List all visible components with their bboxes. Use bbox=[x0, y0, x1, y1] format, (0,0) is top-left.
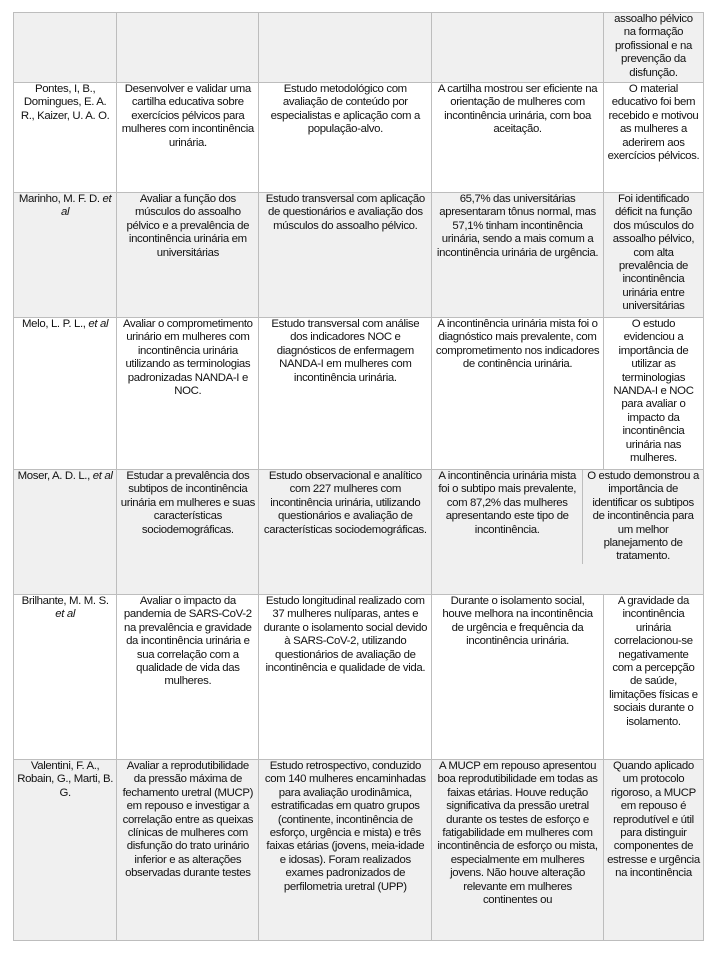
author-etal: et al bbox=[61, 193, 112, 219]
method-cell: Estudo observacional e analítico com 227 mulheres com incontinência urinária, utilizando questionários e avaliação de características sociodemográficas. bbox=[259, 470, 432, 595]
objective-cell: Avaliar o comprometimento urinário em mulheres com incontinência urinária utilizando as terminologias padronizadas NANDA-I e NOC. bbox=[117, 318, 259, 470]
method-cell: Estudo retrospectivo, conduzido com 140 mulheres encaminhadas para avaliação urodinâmica, estratificadas em quatro grupos (continente, incontinência de esforço, urgência e mista) e três faixas etárias (jovens, meia-idade e idosas). Foram realizados exames padronizados de perfilometria uretral (UPP) bbox=[259, 760, 432, 941]
results-cell: A cartilha mostrou ser eficiente na orientação de mulheres com incontinência urinária, com boa aceitação. bbox=[432, 83, 604, 193]
author-cell bbox=[14, 595, 117, 760]
table-row bbox=[14, 470, 704, 595]
objective-cell: Avaliar a reprodutibilidade da pressão máxima de fechamento uretral (MUCP) em repouso e investigar a correlação entre as queixas clínicas de mulheres com disfunção do trato urinário inferior e as alterações observadas durante testes bbox=[117, 760, 259, 941]
conclusion-cell: O material educativo foi bem recebido e motivou as mulheres a aderirem aos exercícios pélvicos. bbox=[603, 83, 703, 193]
results-cell: A MUCP em repouso apresentou boa reprodutibilidade em todas as faixas etárias. Houve redução significativa da pressão uretral durante os testes de esforço e fatigabilidade em mulheres com incontinência de esforço ou mista, especialmente em mulheres jovens. Não houve alteração relevante em mulheres continentes ou bbox=[432, 760, 604, 941]
author-cell bbox=[14, 318, 117, 470]
author-cell bbox=[14, 13, 117, 83]
conclusion-cell: Quando aplicado um protocolo rigoroso, a MUCP em repouso é reprodutível e útil para distinguir componentes de estresse e urgência na incontinência bbox=[603, 760, 703, 941]
author-etal: et al bbox=[88, 318, 109, 330]
author-names: Marinho, M. F. D. bbox=[18, 193, 100, 205]
author-names: Melo, L. P. L., bbox=[22, 318, 86, 330]
table-row bbox=[14, 760, 704, 941]
author-cell: Pontes, I, B., Domingues, E. A. R., Kaizer, U. A. O. bbox=[14, 83, 117, 193]
author-etal: et al bbox=[92, 470, 113, 482]
method-cell: Estudo metodológico com avaliação de conteúdo por especialistas e aplicação com a população-alvo. bbox=[259, 83, 432, 193]
table-row bbox=[14, 595, 704, 760]
table-row bbox=[14, 83, 704, 193]
method-cell: Estudo transversal com análise dos indicadores NOC e diagnósticos de enfermagem NANDA-I em mulheres com incontinência urinária. bbox=[259, 318, 432, 470]
literature-review-table bbox=[13, 12, 704, 941]
author-cell bbox=[14, 470, 117, 595]
conclusion-cell: O estudo evidenciou a importância de utilizar as terminologias NANDA-I e NOC para avaliar o impacto da incontinência urinária nas mulheres. bbox=[603, 318, 703, 470]
results-conclusion-split-cell bbox=[432, 470, 704, 595]
table-row bbox=[14, 193, 704, 318]
method-cell: Estudo transversal com aplicação de questionários e avaliação dos músculos do assoalho pélvico. bbox=[259, 193, 432, 318]
objective-cell: Estudar a prevalência dos subtipos de incontinência urinária em mulheres e suas características sociodemográficas. bbox=[117, 470, 259, 595]
author-cell bbox=[14, 193, 117, 318]
author-cell: Valentini, F. A., Robain, G., Marti, B. G. bbox=[14, 760, 117, 941]
objective-cell: Avaliar a função dos músculos do assoalho pélvico e a prevalência de incontinência urinária em universitárias bbox=[117, 193, 259, 318]
conclusion-cell: O estudo demonstrou a importância de identificar os subtipos de incontinência para um melhor planejamento de tratamento. bbox=[587, 470, 699, 563]
results-cell: A incontinência urinária mista foi o diagnóstico mais prevalente, com comprometimento nos indicadores de continência urinária. bbox=[432, 318, 604, 470]
author-names: Moser, A. D. L., bbox=[17, 470, 90, 482]
conclusion-cell: Foi identificado déficit na função dos músculos do assoalho pélvico, com alta prevalência de incontinência urinária entre universitárias bbox=[603, 193, 703, 318]
table-row bbox=[14, 318, 704, 470]
conclusion-cell: assoalho pélvico na formação profissional e na prevenção da disfunção. bbox=[603, 13, 703, 83]
table-row bbox=[14, 13, 704, 83]
conclusion-cell: A gravidade da incontinência urinária correlacionou-se negativamente com a percepção de saúde, limitações físicas e sociais durante o isolamento. bbox=[603, 595, 703, 760]
objective-cell: Avaliar o impacto da pandemia de SARS-CoV-2 na prevalência e gravidade da incontinência urinária e sua correlação com a qualidade de vida das mulheres. bbox=[117, 595, 259, 760]
results-cell: Durante o isolamento social, houve melhora na incontinência de urgência e frequência da incontinência urinária. bbox=[432, 595, 604, 760]
results-cell: 65,7% das universitárias apresentaram tônus normal, mas 57,1% tinham incontinência urinária, sendo a mais comum a incontinência urinária de urgência. bbox=[432, 193, 604, 318]
results-cell: A incontinência urinária mista foi o subtipo mais prevalente, com 87,2% das mulheres apresentando este tipo de incontinência. bbox=[432, 470, 583, 564]
method-cell bbox=[259, 13, 432, 83]
objective-cell: Desenvolver e validar uma cartilha educativa sobre exercícios pélvicos para mulheres com incontinência urinária. bbox=[117, 83, 259, 193]
objective-cell bbox=[117, 13, 259, 83]
author-names: Brilhante, M. M. S. bbox=[21, 595, 109, 607]
results-cell bbox=[432, 13, 604, 83]
author-etal: et al bbox=[55, 608, 75, 621]
method-cell: Estudo longitudinal realizado com 37 mulheres nulíparas, antes e durante o isolamento social devido à SARS-CoV-2, utilizando questionários de avaliação de incontinência e qualidade de vida. bbox=[259, 595, 432, 760]
